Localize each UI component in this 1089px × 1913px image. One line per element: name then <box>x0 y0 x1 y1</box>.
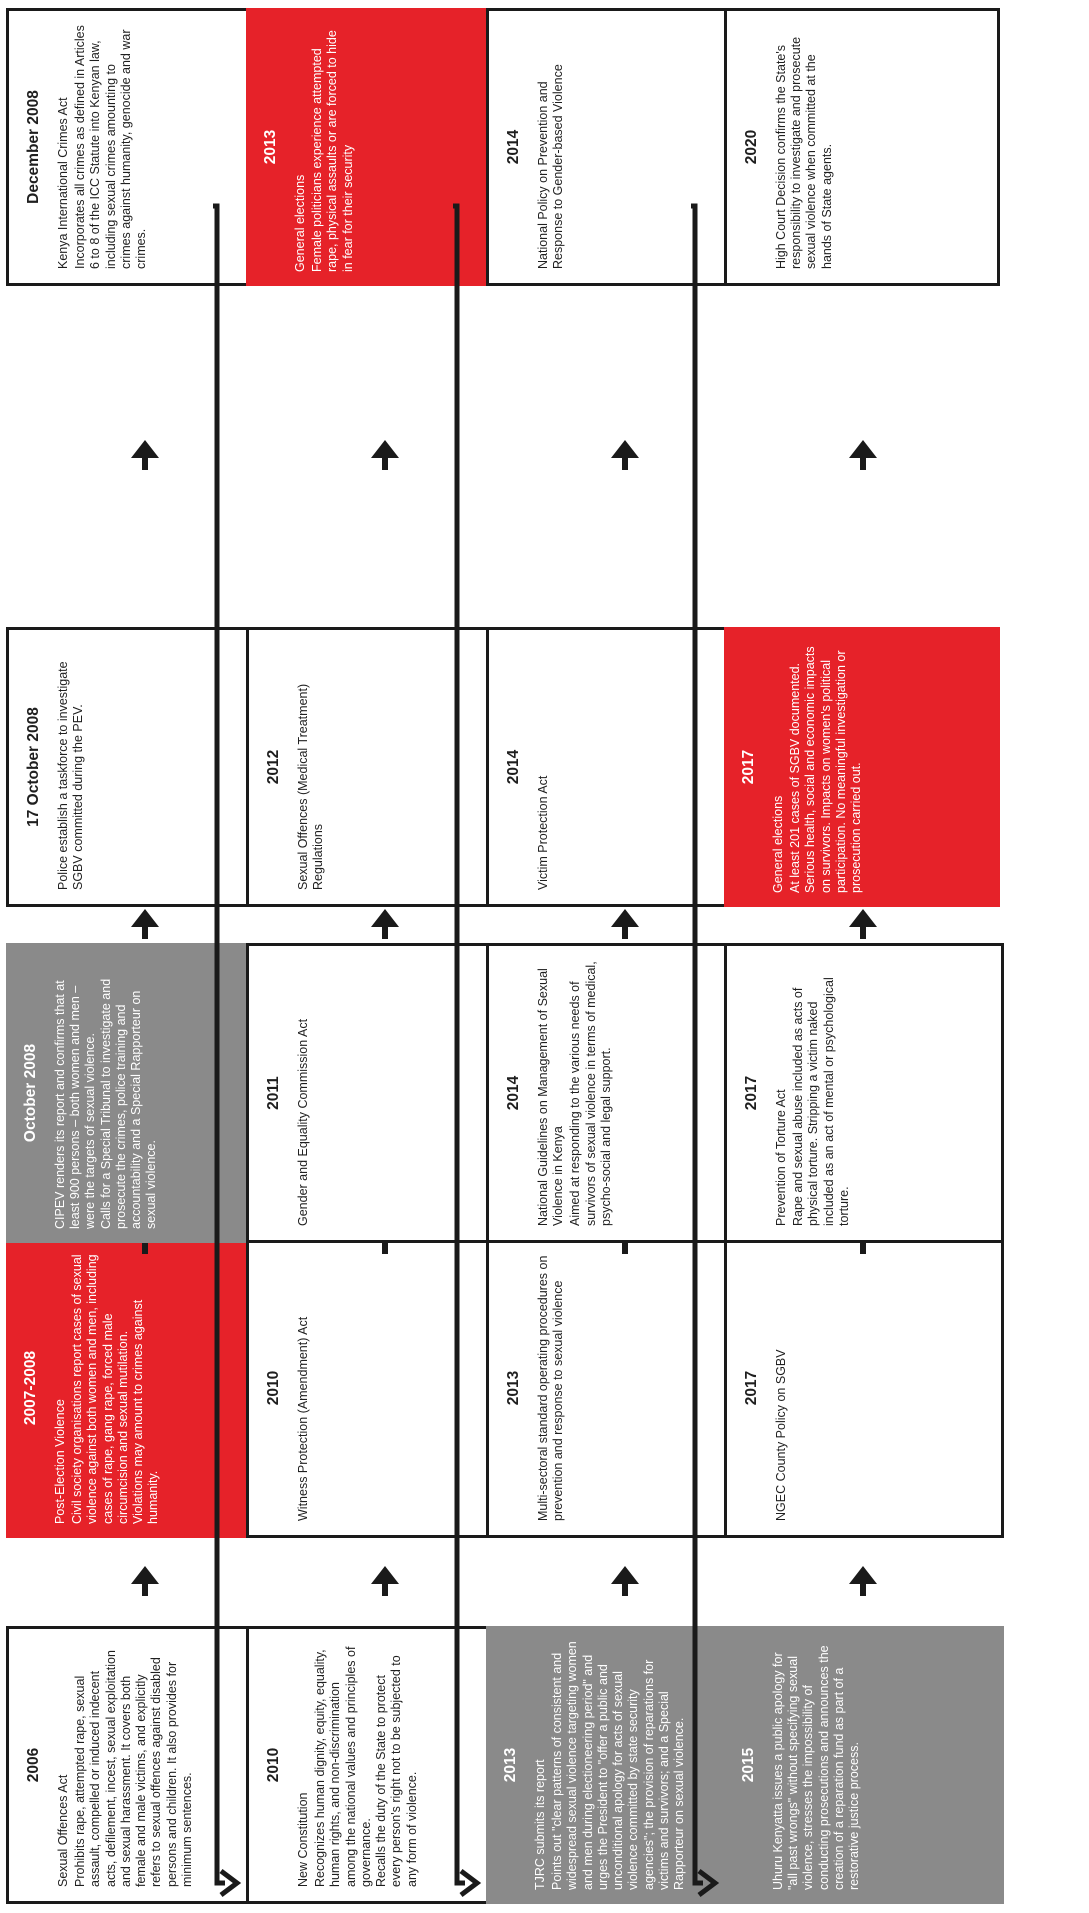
event-title: Sexual Offences Act <box>55 1774 70 1887</box>
event-title: General elections <box>292 174 307 272</box>
connector-line <box>691 206 703 1883</box>
event-description: Rape and sexual abuse included as acts of physical torture. Stripping a victim naked included as an act of mental or psychological torture. <box>791 977 851 1226</box>
event-title: National Guidelines on Management of Sexual Violence in Kenya <box>535 968 566 1226</box>
event-description: Recognizes human dignity, equity, equality, human rights, and non-discrimination among the national values and principles of governance. Recalls the duty of the State to protect every person's right not to be subjected to any form of violence. <box>313 1646 419 1887</box>
event-date: 17 October 2008 <box>25 707 42 827</box>
event-date: 2015 <box>740 1747 757 1783</box>
event-title: General elections <box>770 795 785 893</box>
event-date: 2010 <box>265 1370 282 1406</box>
event-title: Multi-sectoral standard operating procedures on prevention and response to sexual violence <box>535 1255 566 1521</box>
event-date: 2010 <box>265 1747 282 1783</box>
event-description: Uhuru Kenyatta issues a public apology for "all past wrongs" without specifying sexual violence, stresses the impossibility of conducting prosecutions and announces the creation of a reparation fund as part of a restorative justice process. <box>770 1645 862 1890</box>
event-date: 2012 <box>265 749 282 785</box>
event-description: Civil society organisations report cases of sexual violence against both women and men, including cases of rape, gang rape, forced male circumcision and sexual mutilation. Violations may amount to crimes against humanity. <box>70 1254 161 1524</box>
event-description: At least 201 cases of SGBV documented. Serious health, social and economic impacts on survivors. Impacts on women's political participation. No meaningful investigation or prosecution carried out. <box>788 646 864 893</box>
event-description: Aimed at responding to the various needs of survivors of sexual violence in terms of medical, psycho-social and legal support. <box>568 961 613 1226</box>
event-date: 2020 <box>743 129 760 165</box>
event-title: Sexual Offences (Medical Treatment) Regulations <box>295 683 326 890</box>
event-description: Prohibits rape, attempted rape, sexual assault, compelled or induced indecent acts, defilement, incest, sexual exploitation and sexual harassment. It covers both female and male victims, and explicitly refers to sexual offences against disabled persons and children. It also provides for minimum sentences. <box>73 1650 194 1887</box>
event-date: 2011 <box>265 1076 282 1110</box>
event-title: Witness Protection (Amendment) Act <box>295 1316 310 1521</box>
event-date: October 2008 <box>22 1043 39 1143</box>
event-date: 2014 <box>505 129 522 165</box>
event-title: Prevention of Torture Act <box>773 1089 788 1226</box>
event-title: Kenya International Crimes Act <box>55 97 70 269</box>
event-title: TJRC submits its report <box>532 1759 547 1890</box>
event-date: 2017 <box>740 749 757 785</box>
event-date: 2014 <box>505 749 522 785</box>
event-description: Incorporates all crimes as defined in Articles 6 to 8 of the ICC Statute into Kenyan law, including sexual crimes amounting to crimes against humanity, genocide and war crimes. <box>73 25 149 269</box>
event-date: 2013 <box>262 129 279 165</box>
event-description: Points out "clear patterns of consistent and widespread sexual violence targeting women and men during electioneering period" and urges the President to "offer a public and unconditional apology for acts of sexual violence committed by state security agencies"; the provision of reparations for victims and survivors; and a Special Rapporteur on sexual violence. <box>550 1641 687 1890</box>
event-title: New Constitution <box>295 1792 310 1887</box>
event-title: Victim Protection Act <box>535 775 550 890</box>
event-description: Police establish a taskforce to investigate SGBV committed during the PEV. <box>55 661 86 890</box>
event-date: 2006 <box>25 1747 42 1783</box>
event-title: Gender and Equality Commission Act <box>295 1018 310 1226</box>
event-date: 2013 <box>502 1747 519 1783</box>
event-description: Female politicians experience attempted rape, physical assaults or are forced to hide in fear for their security <box>310 30 355 272</box>
event-description: CIPEV renders its report and confirms that at least 900 persons – both women and men – were the targets of sexual violence. Calls for a Special Tribunal to investigate and prosecute the crimes, police training and accountability and a Special Rapporteur on sexual violence. <box>52 978 159 1229</box>
event-date: 2007-2008 <box>22 1350 39 1426</box>
event-description: High Court Decision confirms the State's responsibility to investigate and prosecute sexual violence when committed at the hands of State agents. <box>773 36 834 269</box>
event-date: December 2008 <box>25 90 42 204</box>
event-date: 2013 <box>505 1370 522 1406</box>
event-title: NGEC County Policy on SGBV <box>773 1349 788 1521</box>
event-title: National Policy on Prevention and Response to Gender-based Violence <box>535 64 566 269</box>
event-date: 2017 <box>743 1075 760 1111</box>
event-date: 2014 <box>505 1075 522 1111</box>
event-title: Post-Election Violence <box>52 1399 67 1524</box>
event-date: 2017 <box>743 1370 760 1406</box>
